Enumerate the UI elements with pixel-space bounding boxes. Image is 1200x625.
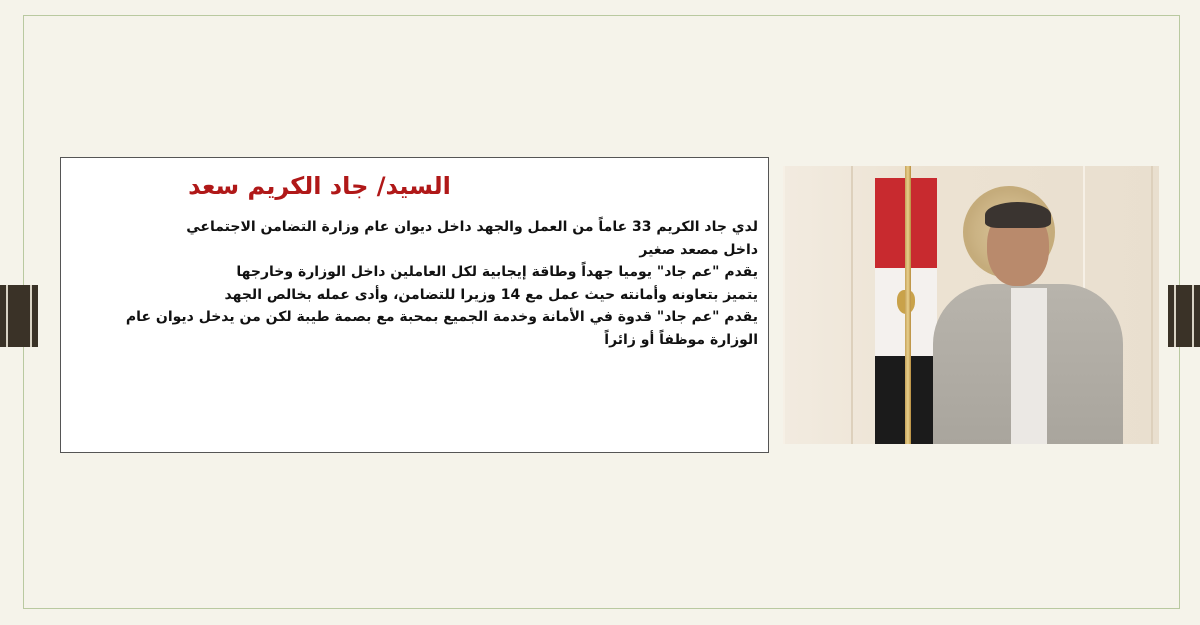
card-body [71, 216, 758, 351]
paragraph-line: يتميز بتعاونه وأمانته حيث عمل مع 14 وزيرا للتضامن، وأدى عمله بخالص الجهد [224, 286, 758, 303]
card-title: السيد/ جاد الكريم سعد [188, 172, 451, 200]
right-binder-tab [1168, 285, 1200, 347]
portrait-photo [783, 166, 1159, 444]
hair [985, 202, 1051, 228]
white-shirt [1011, 288, 1047, 444]
paragraph-line: داخل مصعد صغير [639, 241, 758, 258]
person-figure [933, 206, 1123, 444]
paragraph-line: الوزارة موظفاً أو زائراً [604, 331, 758, 348]
flagpole [905, 166, 911, 444]
paragraph-line: يقدم "عم جاد" يوميا جهداً وطاقة إيجابية لكل العاملين داخل الوزارة وخارجها [236, 264, 758, 280]
paragraph-line: لدي جاد الكريم 33 عاماً من العمل والجهد داخل ديوان عام وزارة التضامن الاجتماعي [186, 219, 758, 235]
paragraph-line: يقدم "عم جاد" قدوة في الأمانة وخدمة الجميع بمحبة مع بصمة طيبة لكن من يدخل ديوان عام [125, 309, 758, 325]
left-binder-tab [0, 285, 38, 347]
text-card [60, 157, 769, 453]
wall-panel [783, 166, 853, 444]
